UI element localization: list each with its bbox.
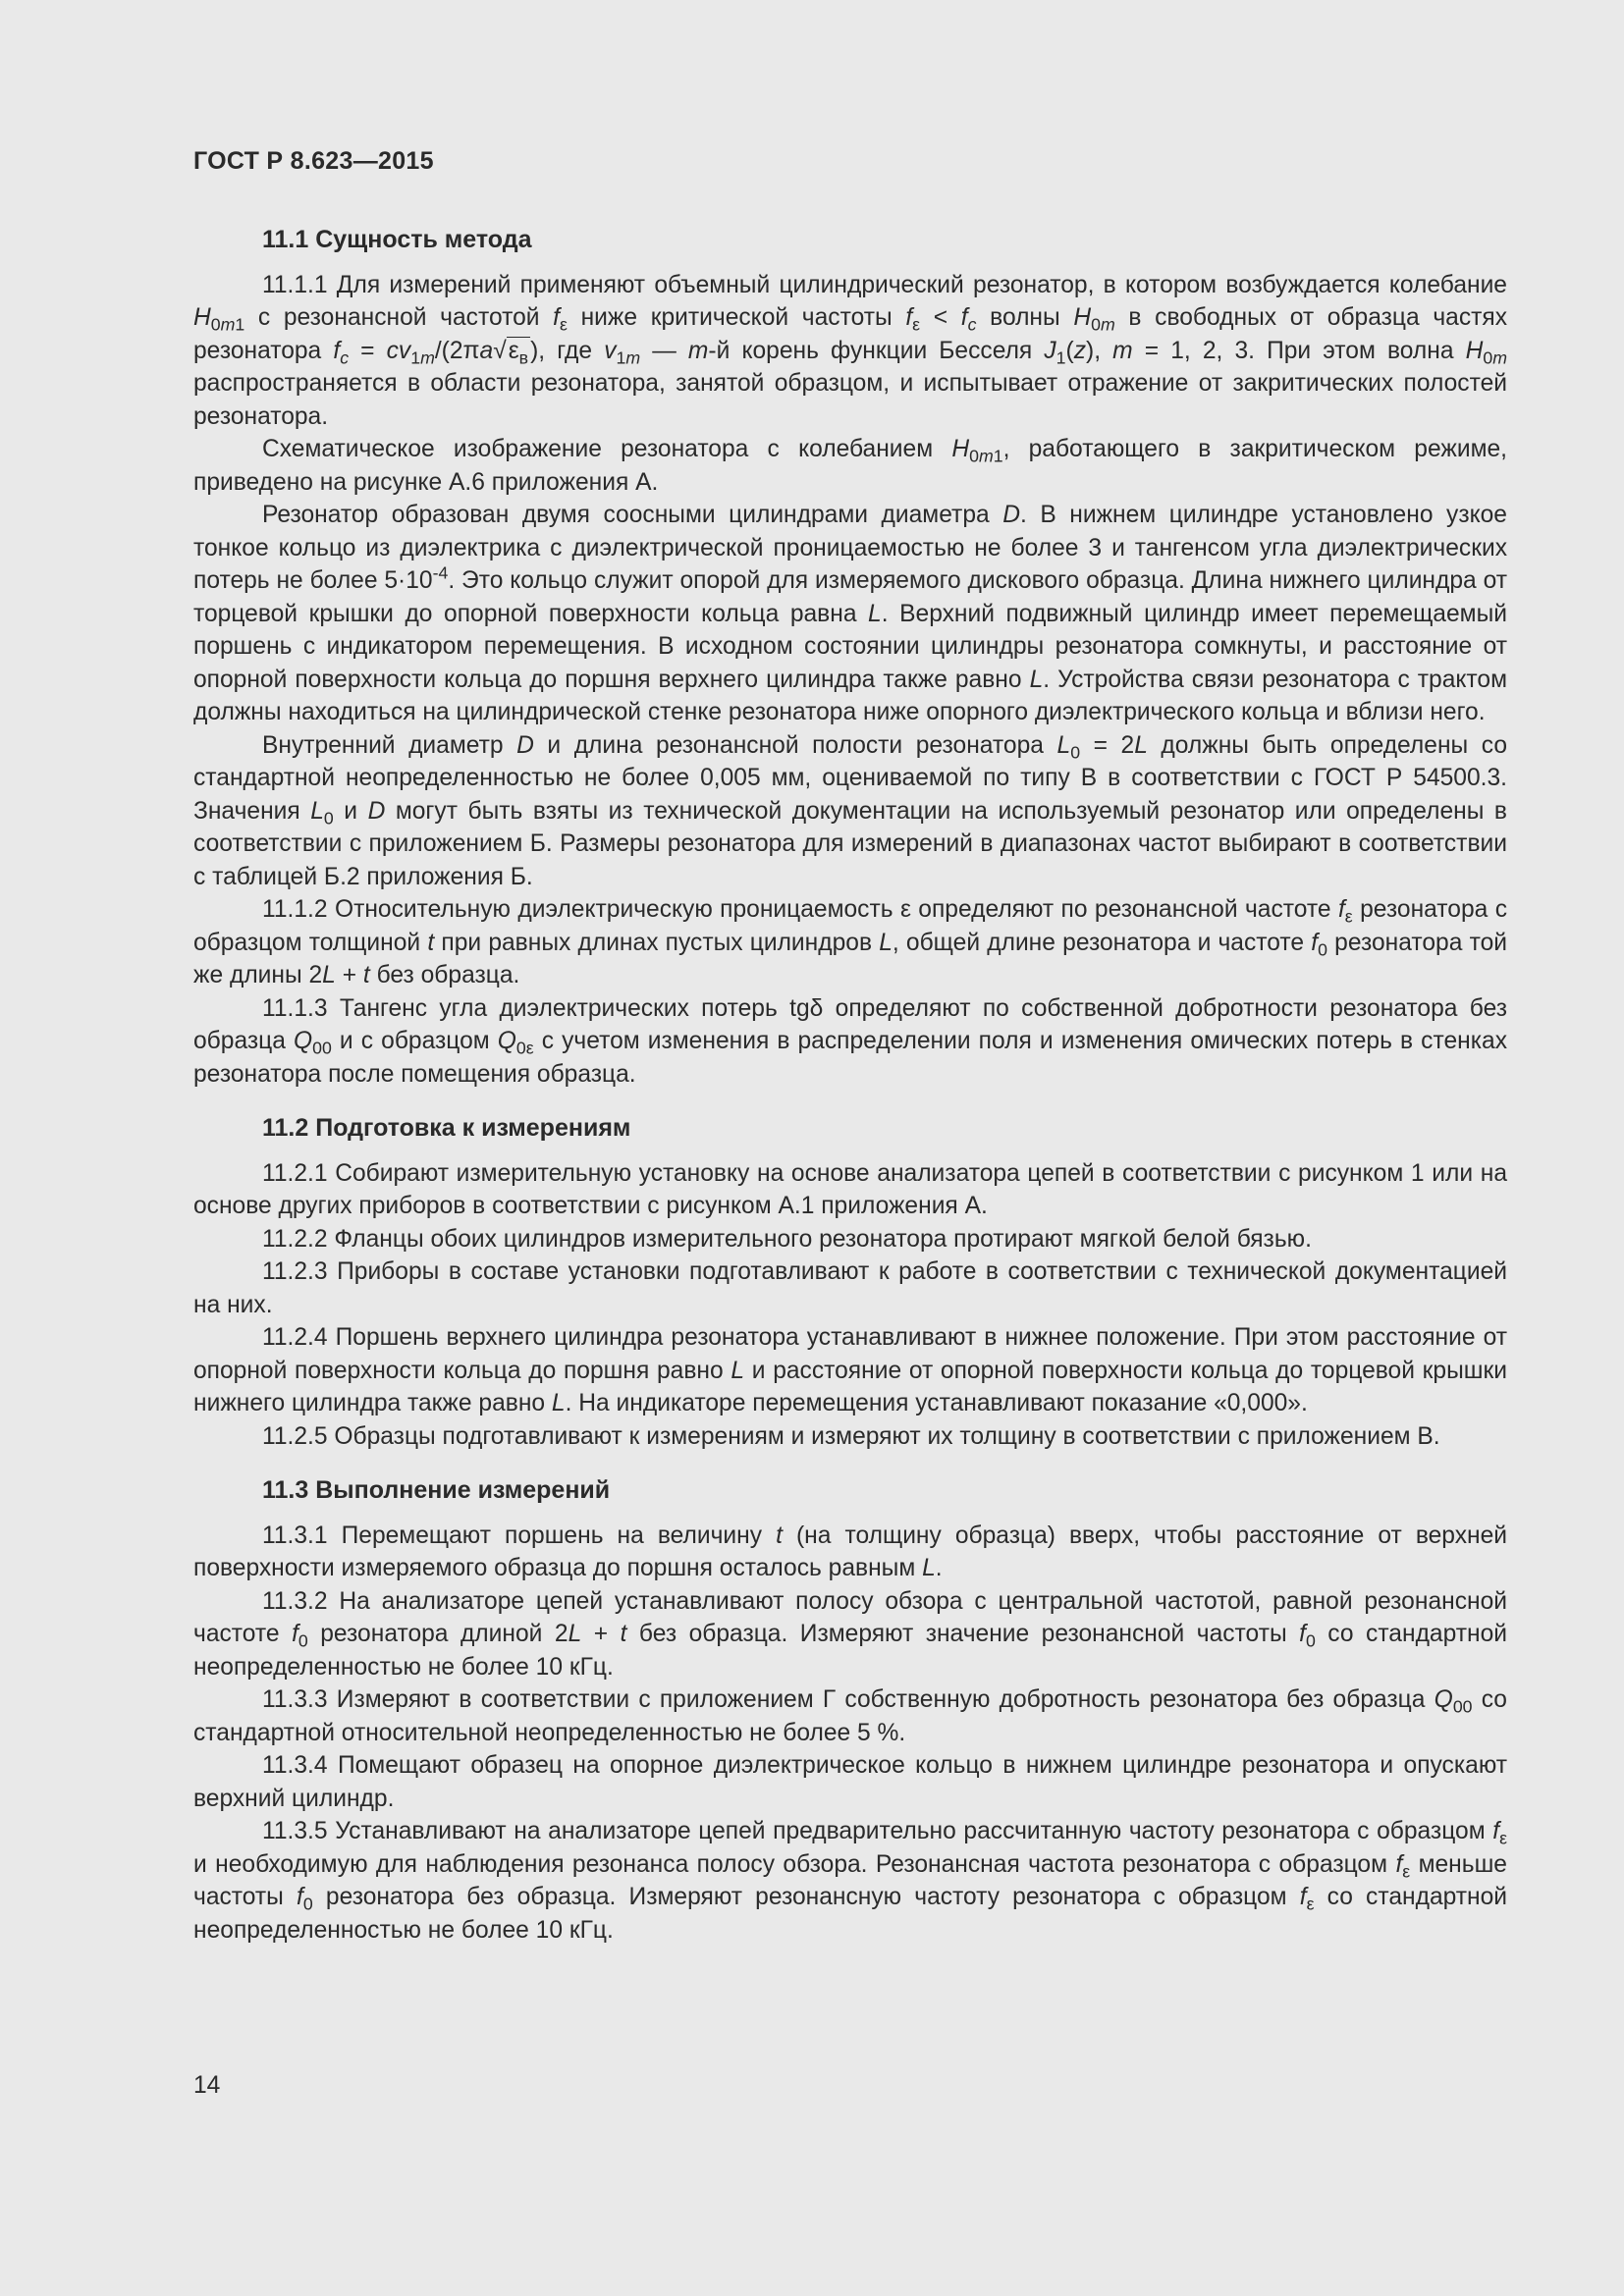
page-number: 14 bbox=[193, 2072, 221, 2099]
paragraph-11-2-5: 11.2.5 Образцы подготавливают к измерениям и измеряют их толщину в соответствии с приложением В. bbox=[262, 1422, 1440, 1450]
paragraph-diameter: Внутренний диаметр D и длина резонансной полости резонатора $L_0 = 2L$ должны быть определены со стандартной неопределенностью не более 0,005 мм, оцениваемой по типу В в соответствии с ГОСТ Р 54500.3. Значения $L_0$ и D могут быть взяты из технической документации на используемый резонатор или определены в соответствии с приложением Б. Размеры резонатора для измерений в диапазонах частот выбирают в соответствии с таблицей Б.2 приложения Б. bbox=[193, 731, 1507, 890]
paragraph-11-2-2: 11.2.2 Фланцы обоих цилиндров измерительного резонатора протирают мягкой белой бязью. bbox=[262, 1225, 1312, 1253]
document-body bbox=[193, 224, 1507, 1947]
paragraph-11-2-3: 11.2.3 Приборы в составе установки подготавливают к работе в соответствии с технической документацией на них. bbox=[193, 1258, 1507, 1318]
paragraph-schematic: Схематическое изображение резонатора с колебанием $H_{0m1}$, работающего в закритическом режиме, приведено на рисунке А.6 приложения А. bbox=[193, 436, 1507, 496]
paragraph-11-1-2: 11.1.2 Относительную диэлектрическую проницаемость ε определяют по резонансной частоте $f_\varepsilon$ резонатора с образцом толщиной t при равных длинах пустых цилиндров L, общей длине резонатора и частоте $f_0$ резонатора той же длины 2L + t без образца. bbox=[193, 896, 1508, 988]
section-heading: 11.3 Выполнение измерений bbox=[262, 1476, 611, 1504]
paragraph-11-1-3: 11.1.3 Тангенс угла диэлектрических потерь tgδ определяют по собственной добротности резонатора без образца $Q_{00}$ и с образцом $Q_{0\varepsilon}$ с учетом изменения в распределении поля и изменения омических потерь в стенках резонатора после помещения образца. bbox=[193, 994, 1507, 1088]
document-header: ГОСТ Р 8.623—2015 bbox=[193, 147, 434, 175]
paragraph-resonator: Резонатор образован двумя соосными цилиндрами диаметра D. В нижнем цилиндре установлено узкое тонкое кольцо из диэлектрика с диэлектрической проницаемостью не более 3 и тангенсом угла диэлектрических потерь не более $5\cdot 10^{-4}$. Это кольцо служит опорой для измеряемого дискового образца. Длина нижнего цилиндра от торцевой крышки до опорной поверхности кольца равна L. Верхний подвижный цилиндр имеет перемещаемый поршень с индикатором перемещения. В исходном состоянии цилиндры резонатора сомкнуты, и расстояние от опорной поверхности кольца до поршня верхнего цилиндра также равно L. Устройства связи резонатора с трактом должны находиться на цилиндрической стенке резонатора ниже опорного диэлектрического кольца и вблизи него. bbox=[193, 502, 1507, 725]
section-heading: 11.1 Сущность метода bbox=[262, 226, 532, 253]
paragraph-11-1-1: 11.1.1 Для измерений применяют объемный цилиндрический резонатор, в котором возбуждается колебание $H_{0m1}$ с резонансной частотой $f_\varepsilon$ ниже критической частоты $f_\varepsilon < f_c$ волны $H_{0m}$ в свободных от образца частях резонатора $f_c = cv_{1m}/(2\pi a√\varepsilon_в)$, где $v_{1m}$ — m-й корень функции Бесселя $J_1(z)$, m = 1, 2, 3. При этом волна $H_{0m}$ распространяется в области резонатора, занятой образцом, и испытывает отражение от закритических полостей резонатора. bbox=[193, 271, 1508, 430]
paragraph-11-3-4: 11.3.4 Помещают образец на опорное диэлектрическое кольцо в нижнем цилиндре резонатора и опускают верхний цилиндр. bbox=[193, 1752, 1507, 1812]
paragraph-11-3-1: 11.3.1 Перемещают поршень на величину t (на толщину образца) вверх, чтобы расстояние от верхней поверхности измеряемого образца до поршня осталось равным L. bbox=[193, 1522, 1507, 1581]
paragraph-11-2-4: 11.2.4 Поршень верхнего цилиндра резонатора устанавливают в нижнее положение. При этом расстояние от опорной поверхности кольца до поршня равно L и расстояние от опорной поверхности кольца до торцевой крышки нижнего цилиндра также равно L. На индикаторе перемещения устанавливают показание «0,000». bbox=[193, 1324, 1507, 1416]
paragraph-11-3-5: 11.3.5 Устанавливают на анализаторе цепей предварительно рассчитанную частоту резонатора с образцом $f_\varepsilon$ и необходимую для наблюдения резонанса полосу обзора. Резонансная частота резонатора с образцом $f_\varepsilon$ меньше частоты $f_0$ резонатора без образца. Измеряют резонансную частоту резонатора с образцом $f_\varepsilon$ со стандартной неопределенностью не более 10 кГц. bbox=[193, 1818, 1508, 1944]
paragraph-11-2-1: 11.2.1 Собирают измерительную установку на основе анализатора цепей в соответствии с рисунком 1 или на основе других приборов в соответствии с рисунком А.1 приложения А. bbox=[193, 1159, 1507, 1219]
paragraph-11-3-2: 11.3.2 На анализаторе цепей устанавливают полосу обзора с центральной частотой, равной резонансной частоте $f_0$ резонатора длиной 2L + t без образца. Измеряют значение резонансной частоты $f_0$ со стандартной неопределенностью не более 10 кГц. bbox=[193, 1587, 1507, 1681]
paragraph-11-3-3: 11.3.3 Измеряют в соответствии с приложением Г собственную добротность резонатора без образца $Q_{00}$ со стандартной относительной неопределенностью не более 5 %. bbox=[193, 1686, 1507, 1746]
section-heading: 11.2 Подготовка к измерениям bbox=[262, 1114, 631, 1142]
